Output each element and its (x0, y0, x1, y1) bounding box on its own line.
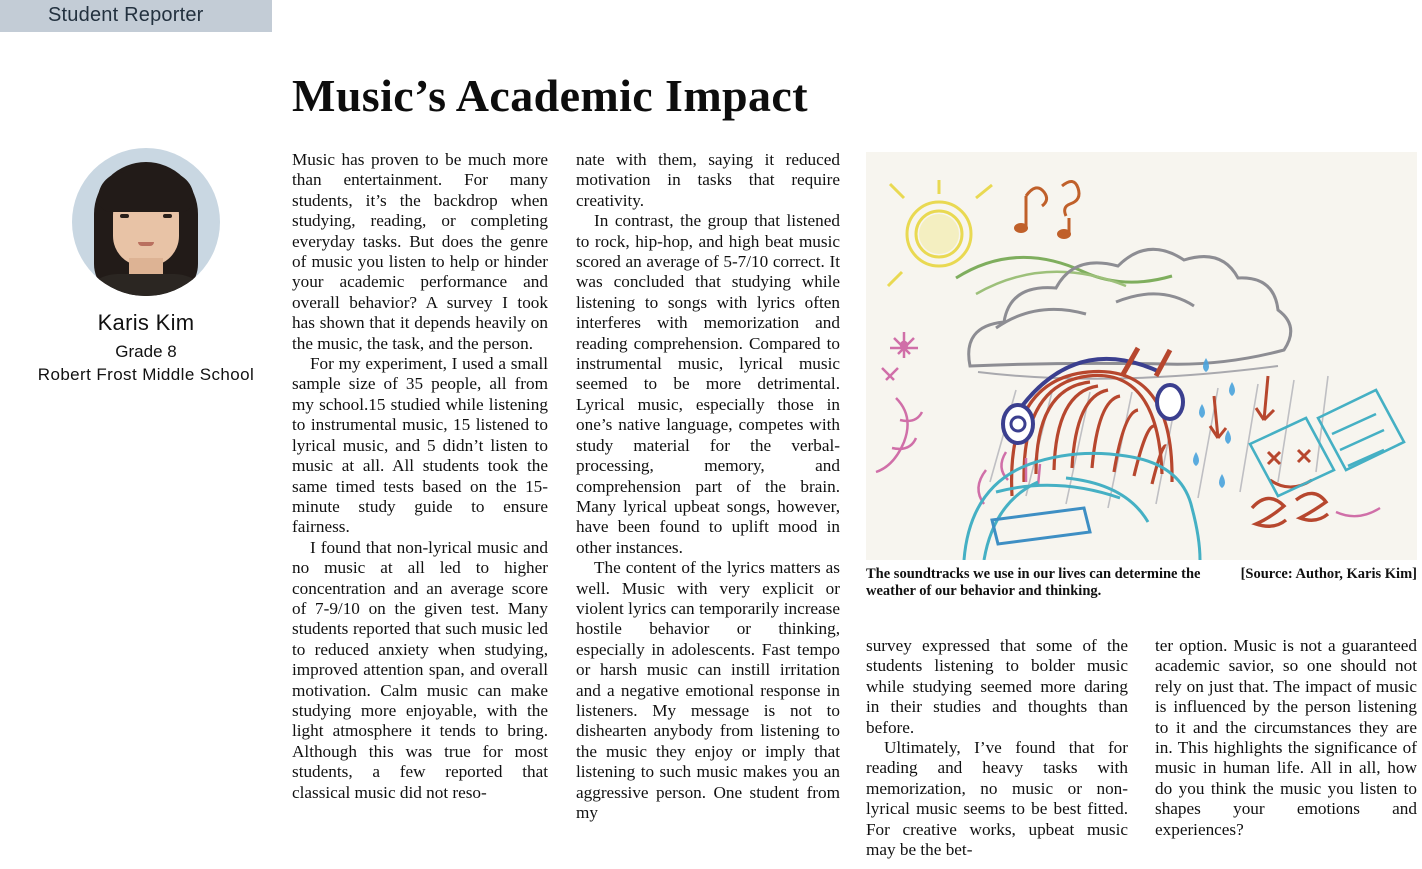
paragraph: ter option. Music is not a guaranteed academic savior, so one should not rely on just that. The impact of music is influenced by the person listening to it and the circumstances they are in. This highlights the significance of music in human life. All in all, how do you think the music you listen to shapes your emotions and experiences? (1155, 636, 1417, 839)
avatar-mouth-icon (138, 242, 154, 246)
paragraph: For my experiment, I used a small sample size of 35 people, all from my school.15 studied while listening to instrumental music, 15 listened to lyrical music, and 5 didn’t listen to music at all. All students took the same timed tests based on the 15-minute study guide to ensure fairness. (292, 354, 548, 537)
section-tag-label: Student Reporter (48, 4, 204, 26)
avatar (72, 148, 220, 296)
article-figure (866, 152, 1417, 600)
paragraph: nate with them, saying it reduced motivation in tasks that require creativity. (576, 150, 840, 210)
paragraph: In contrast, the group that listened to rock, hip-hop, and high beat music scored an average of 5-7/10 correct. It was concluded that studying while listening to songs with lyrics often interferes with memorization and reading comprehension. Compared to instrumental music, lyrical music seemed to be more detrimental. Lyrical music, especially those in one’s native language, competes with study material for the verbal-processing, memory, and comprehension part of the brain. Many lyrical upbeat songs, however, have been found to uplift mood in other instances. (576, 211, 840, 557)
avatar-eye-right-icon (163, 214, 172, 218)
figure-image (866, 152, 1417, 560)
article-column-3 (866, 636, 1128, 860)
article-column-2 (576, 150, 840, 823)
figure-source: [Source: Author, Karis Kim] (1240, 566, 1417, 582)
section-tag (0, 0, 272, 32)
figure-caption (866, 566, 1417, 600)
figure-caption-text: The soundtracks we use in our lives can determine the weather of our behavior and thinking. (866, 566, 1201, 599)
paragraph: Ultimately, I’ve found that for reading and heavy tasks with memorization, no music or non-lyrical music seems to be best fitted. For creative works, upbeat music may be the bet- (866, 738, 1128, 860)
author-name: Karis Kim (97, 310, 195, 335)
paragraph: survey expressed that some of the students listening to bolder music while studying seemed more daring in their studies and thoughts than before. (866, 636, 1128, 737)
author-school: Robert Frost Middle School (37, 365, 255, 384)
author-grade: Grade 8 (115, 342, 177, 361)
article-column-4 (1155, 636, 1417, 840)
article-column-1 (292, 150, 548, 803)
paragraph: Music has proven to be much more than entertainment. For many students, it’s the backdrop when studying, reading, or completing everyday tasks. But does the genre of music you listen to help or hinder your academic performance and overall behavior? A survey I took has shown that it depends heavily on the music, the task, and the person. (292, 150, 548, 353)
author-block (20, 148, 272, 385)
avatar-eye-left-icon (120, 214, 129, 218)
paragraph: I found that non-lyrical music and no music at all led to higher concentration and an average score of 7-9/10 on the given test. Many students reported that such music led to reduced anxiety when studying, improved attention span, and overall motivation. Calm music can make studying more enjoyable, with the light atmosphere it tends to bring. Although this was true for most students, a few reported that classical music did not reso- (292, 537, 548, 802)
avatar-fringe-icon (98, 172, 194, 212)
page-title: Music’s Academic Impact (292, 69, 808, 121)
paragraph: The content of the lyrics matters as well. Music with very explicit or violent lyrics can temporarily increase hostile behavior or thinking, especially in adolescents. Fast tempo or harsh music can instill irritation and a negative emotional response in listeners. My message is not to dishearten anybody from listening to the music they enjoy or imply that listening to such music makes you an aggressive person. One student from my (576, 558, 840, 822)
